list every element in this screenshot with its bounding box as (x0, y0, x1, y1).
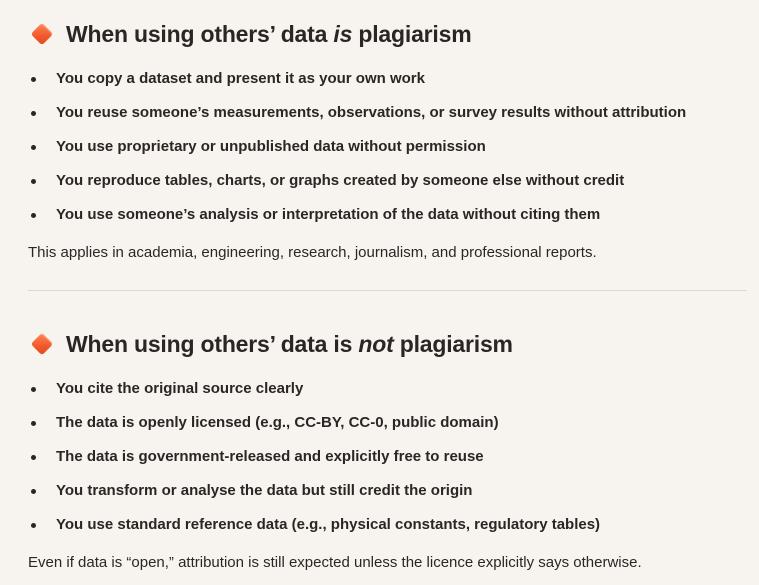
list-item-text: The data is government-released and explicitly free to reuse (56, 448, 484, 465)
list-item-text: You transform or analyse the data but still credit the origin (56, 482, 473, 499)
bullet-dot-icon (31, 77, 36, 82)
list-item-text: You use standard reference data (e.g., physical constants, regulatory tables) (56, 516, 601, 533)
list-item (28, 164, 686, 198)
list-item (28, 198, 686, 232)
bullet-dot-icon (31, 421, 36, 426)
list-item (28, 508, 600, 542)
bullet-dot-icon (31, 523, 36, 528)
bullet-dot-icon (31, 455, 36, 460)
bullet-dot-icon (31, 489, 36, 494)
heading-emphasis: is (333, 20, 353, 47)
heading-suffix: plagiarism (352, 20, 472, 47)
heading-text (66, 21, 471, 48)
bullet-dot-icon (31, 213, 36, 218)
list-item (28, 474, 600, 508)
bullet-dot-icon (31, 179, 36, 184)
bullet-dot-icon (31, 145, 36, 150)
section-heading-is-plagiarism (28, 17, 471, 51)
list-item (28, 440, 600, 474)
bullet-dot-icon (31, 111, 36, 116)
list-item-text: You use proprietary or unpublished data without permission (56, 138, 486, 155)
heading-emphasis: not (358, 330, 394, 357)
list-item-text: The data is openly licensed (e.g., CC-BY, CC-0, public domain) (56, 414, 499, 431)
heading-text (66, 331, 513, 358)
bullet-list-is-plagiarism (28, 62, 686, 232)
list-item (28, 62, 686, 96)
list-item (28, 130, 686, 164)
list-item-text: You reuse someone’s measurements, observations, or survey results without attribution (56, 104, 687, 121)
heading-prefix: When using others’ data is (66, 330, 359, 357)
list-item-text: You cite the original source clearly (56, 380, 304, 397)
list-item-text: You reproduce tables, charts, or graphs created by someone else without credit (56, 172, 625, 189)
heading-suffix: plagiarism (393, 330, 513, 357)
list-item (28, 96, 686, 130)
orange-diamond-icon (31, 333, 54, 356)
bullet-dot-icon (31, 387, 36, 392)
list-item-text: You use someone’s analysis or interpretation of the data without citing them (56, 206, 601, 223)
section-note: Even if data is “open,” attribution is still expected unless the licence explicitly says otherwise. (28, 554, 642, 571)
list-item (28, 372, 600, 406)
orange-diamond-icon (31, 23, 54, 46)
list-item (28, 406, 600, 440)
list-item-text: You copy a dataset and present it as your own work (56, 70, 425, 87)
section-divider (28, 290, 747, 291)
bullet-list-not-plagiarism (28, 372, 600, 542)
section-heading-not-plagiarism (28, 327, 513, 361)
section-note: This applies in academia, engineering, research, journalism, and professional reports. (28, 244, 597, 261)
heading-prefix: When using others’ data (66, 20, 334, 47)
